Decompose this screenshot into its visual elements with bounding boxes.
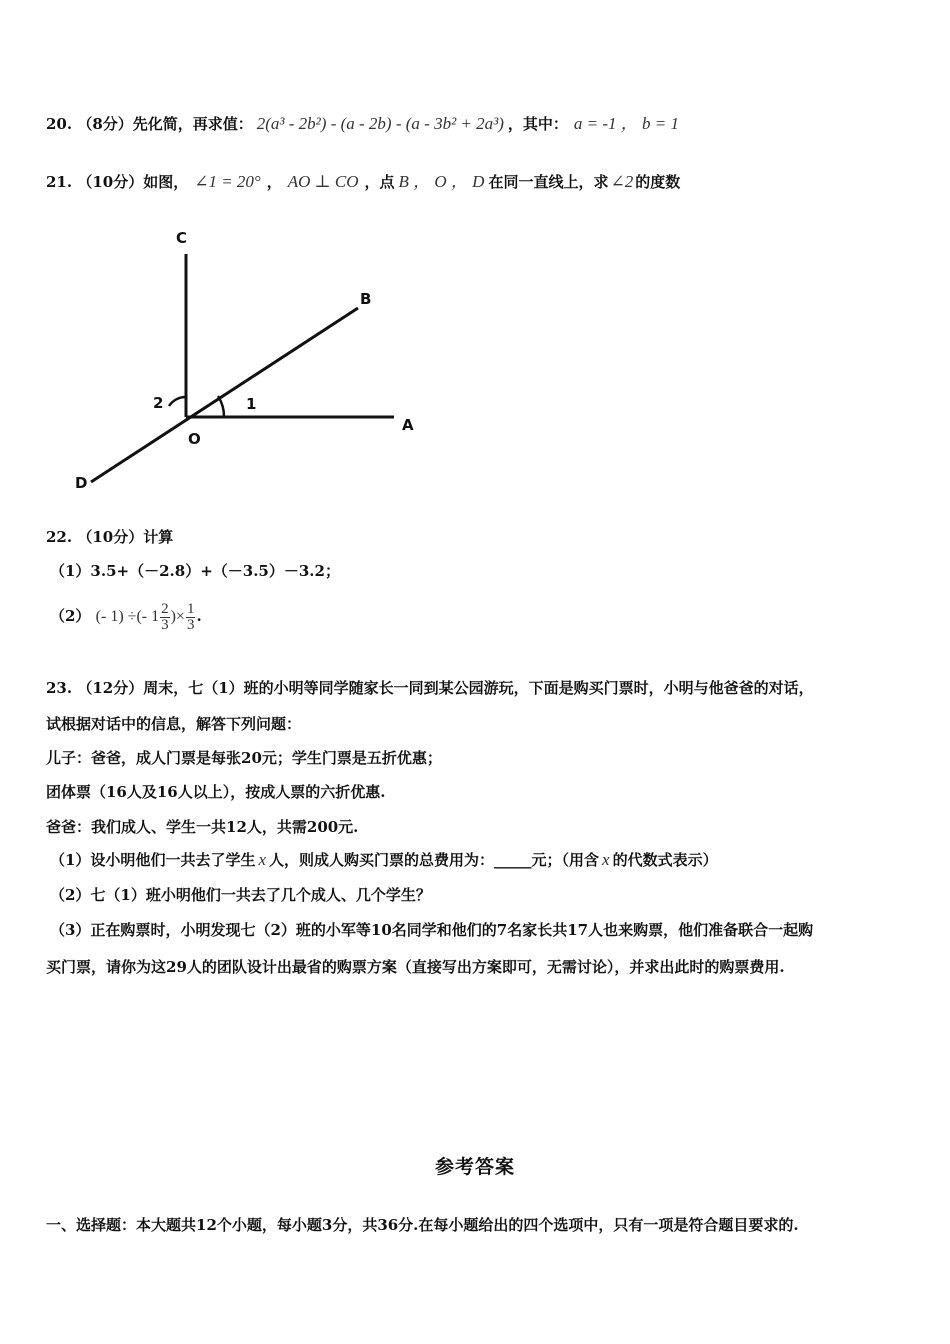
q23-line1: 23. （12分）周末，七（1）班的小明等同学随家长一同到某公园游玩，下面是购买门票时，小明与他爸爸的对话，: [46, 679, 814, 697]
answers-section1: 一、选择题：本大题共12个小题，每小题3分，共36分.在每小题给出的四个选项中，只有一项是符合题目要求的.: [46, 1216, 799, 1234]
q21-perp: AO ⊥ CO: [287, 172, 359, 191]
q22-part2-expr-b: )×: [170, 608, 185, 625]
geometry-figure: [0, 220, 450, 500]
q21-suffix: 的度数: [635, 173, 681, 191]
q23-line2: 试根据对话中的信息，解答下列问题：: [46, 715, 302, 733]
q22-part2-expr-a: (- 1) ÷(- 1: [95, 608, 160, 625]
label-o: O: [188, 430, 201, 448]
q20-mid: ，其中：: [507, 115, 568, 133]
q23-line3: 儿子：爸爸，成人门票是每张20元；学生门票是五折优惠；: [46, 749, 442, 767]
q23-sub1-b: 人，则成人购买门票的总费用为：_____元；（用含: [269, 851, 600, 869]
q22-fraction-1-3: [186, 602, 196, 633]
q23-sub1-c: 的代数式表示）: [612, 851, 718, 869]
label-a: A: [402, 416, 414, 434]
q22-part2-end: .: [196, 607, 202, 625]
q21-line: [46, 172, 680, 192]
q20-line: [46, 114, 679, 134]
q21-angle2: ∠2: [610, 172, 634, 191]
q22-fraction-2-3: [160, 602, 170, 633]
q21-sep: ，: [266, 173, 282, 191]
q21-mid: 在同一直线上，求: [488, 173, 609, 191]
q23-line4: 团体票（16人及16人以上），按成人票的六折优惠.: [46, 783, 386, 801]
label-d: D: [75, 474, 88, 492]
label-b: B: [360, 290, 372, 308]
fraction-denominator: 3: [186, 616, 195, 633]
q23-sub1: [50, 850, 718, 870]
q20-expression: 2(a³ - 2b²) - (a - 2b) - (a - 3b² + 2a³): [256, 114, 504, 133]
q23-var-x2: x: [602, 850, 610, 869]
line-db: [91, 308, 358, 482]
q22-title: 22. （10分）计算: [46, 528, 174, 546]
q20-prefix: 20. （8分）先化简，再求值：: [46, 115, 253, 133]
q21-angle: ∠1 = 20°: [194, 172, 261, 191]
label-angle-1: 1: [246, 395, 257, 413]
q23-sub3-a: （3）正在购票时，小明发现七（2）班的小军等10名同学和他们的7名家长共17人也来购票，他们准备联合一起购: [50, 921, 814, 939]
q22-part2-label: （2）: [50, 607, 91, 625]
q22-part2: [50, 598, 202, 638]
q23-sub1-a: （1）设小明他们一共去了学生: [50, 851, 256, 869]
answers-title: 参考答案: [434, 1156, 515, 1178]
label-c: C: [176, 229, 188, 247]
label-angle-2: 2: [153, 394, 164, 412]
fraction-numerator: 2: [161, 600, 169, 617]
q23-sub2: （2）七（1）班小明他们一共去了几个成人、几个学生？: [50, 886, 431, 904]
q22-part1: （1）3.5+（－2.8）+（－3.5）－3.2；: [50, 562, 340, 580]
q21-points: B ， O ， D: [398, 172, 485, 191]
q21-dot: ，点: [364, 173, 395, 191]
fraction-denominator: 3: [161, 616, 169, 633]
q23-sub3-b: 买门票，请你为这29人的团队设计出最省的购票方案（直接写出方案即可，无需讨论），并求出此时的购票费用.: [46, 958, 785, 976]
q23-var-x: x: [258, 850, 266, 869]
q21-prefix: 21. （10分）如图，: [46, 173, 189, 191]
angle-arc-2: [169, 397, 186, 406]
q23-line5: 爸爸：我们成人、学生一共12人，共需200元.: [46, 818, 359, 836]
q20-condition: a = -1 ， b = 1: [573, 114, 680, 133]
fraction-numerator: 1: [186, 600, 195, 617]
angle-arc-1: [218, 396, 224, 417]
